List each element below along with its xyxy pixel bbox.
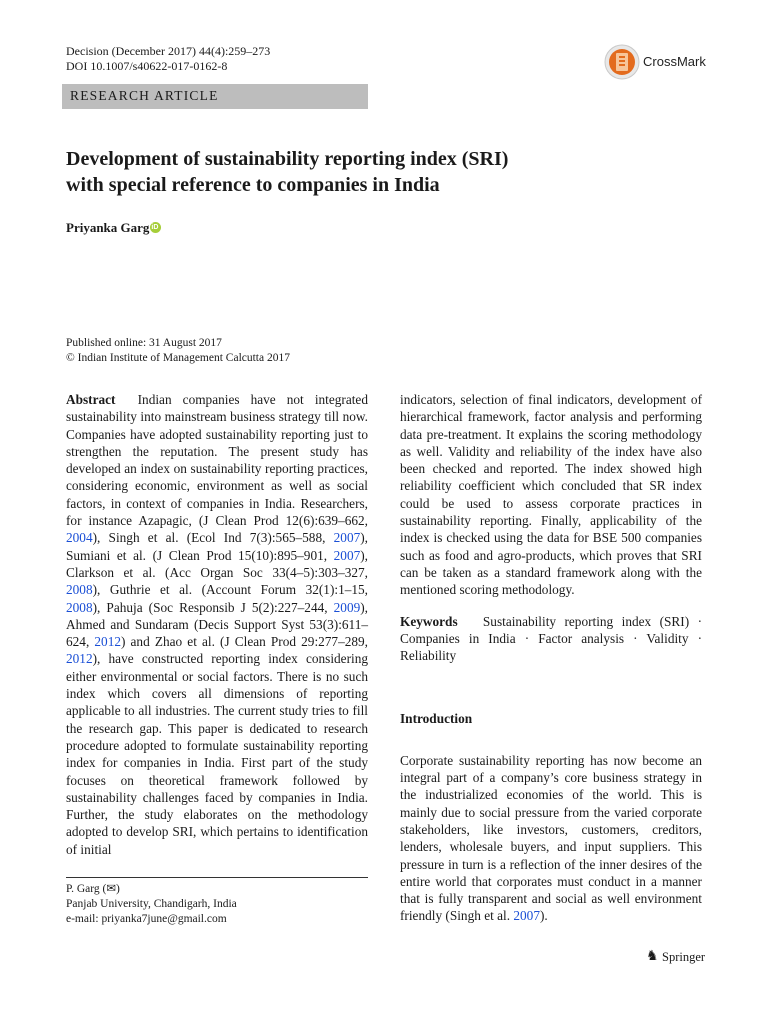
abstract-text: ), Sumiani et al. (J Clean Prod 15(10):895–901, <box>66 530 368 563</box>
abstract-text: Indian companies have not integrated sustainability into mainstream business strategy till now. Companies have adopted sustainability reporting just to strengthen the reputation. The present study has developed an index on sustainability reporting practices, considering economic, environment as well as social factors, in context of companies in India. Researchers, for instance Azapagic, (J Clean Prod 12(6):639–662, <box>66 392 368 529</box>
keywords-text: Sustainability reporting index (SRI) · Companies in India · Factor analysis · Validity · Reliability <box>400 613 702 664</box>
citation-link[interactable]: 2008 <box>66 599 93 615</box>
keywords-label: Keywords <box>400 613 458 629</box>
author-line <box>66 220 161 236</box>
citation-link[interactable]: 2012 <box>66 651 93 667</box>
footnote-affiliation: Panjab University, Chandigarh, India <box>66 898 237 910</box>
introduction-text: Corporate sustainability reporting has now become an integral part of a company’s core business strategy in the industrialized economies of the world. This is mainly due to social pressure from the varied corporate stakeholders, like investors, customers, creditors, lenders, wholesale buyers, and input suppliers. This pressure in turn is a reflection of the inner desires of the entire world that corporates must conduct in a manner that is fully transparent and social as well environment friendly (Singh et al. <box>400 752 702 924</box>
title-line-2: with special reference to companies in India <box>66 174 440 196</box>
abstract-text: ), Clarkson et al. (Acc Organ Soc 33(4–5):303–327, <box>66 547 368 580</box>
citation-link[interactable]: 2004 <box>66 530 93 546</box>
abstract-text: ), Guthrie et al. (Account Forum 32(1):1–15, <box>92 582 368 598</box>
abstract-text: ), have constructed reporting index considering either environmental or social factors. There is no such index which covers all dimensions of reporting applicable to all industries. The current study tries to fill the research gap. This paper is dedicated to research procedure adopted to formulate sustainability reporting index for companies in India. First part of the study focuses on theoretical framework followed by sustainability challenges faced by companies in India. Further, the study elaborates on the methodology adopted to develop SRI, which pertains to identification of initial <box>66 651 368 857</box>
left-column <box>66 391 368 858</box>
article-type-banner <box>62 84 368 109</box>
journal-meta <box>66 44 270 74</box>
springer-horse-icon: ♞ <box>646 949 659 964</box>
publication-info <box>66 336 290 366</box>
footnote-author: P. Garg (✉) <box>66 883 120 895</box>
crossmark-badge[interactable] <box>604 44 714 80</box>
introduction-text: ). <box>539 908 548 924</box>
citation-link[interactable]: 2008 <box>66 582 93 598</box>
abstract-continued: indicators, selection of final indicators, development of hierarchical framework, factor analysis and performing data pre-treatment. It explains the scoring methodology as well. Validity and reliability of the index have also been checked and reported. The index showed high reliability coefficient which concluded that SR index could be used to assess corporate practices in sustainability reporting. Finally, applicability of the index is checked using the data for BSE 500 companies such as food and agro-products, which proves that SRI can be taken as a standard framework along with the mentioned scoring methodology. <box>400 392 702 598</box>
doi[interactable]: DOI 10.1007/s40622-017-0162-8 <box>66 59 228 73</box>
introduction-paragraph <box>400 752 702 925</box>
title-line-1: Development of sustainability reporting index (SRI) <box>66 148 509 170</box>
crossmark-label: CrossMark <box>643 54 706 69</box>
journal-citation: Decision (December 2017) 44(4):259–273 <box>66 44 271 58</box>
crossmark-icon <box>604 44 640 80</box>
abstract-text: ), Ahmed and Sundaram (Decis Support Syst 53(3):611–624, <box>66 599 368 650</box>
citation-link[interactable]: 2007 <box>333 530 361 546</box>
keywords <box>400 613 702 665</box>
orcid-icon[interactable] <box>150 222 161 233</box>
footnote-divider <box>66 877 368 878</box>
abstract-text: ), Pahuja (Soc Responsib J 5(2):227–244, <box>92 599 334 615</box>
abstract <box>66 391 368 858</box>
citation-link[interactable]: 2009 <box>333 599 361 615</box>
citation-link[interactable]: 2007 <box>333 547 361 563</box>
publisher-name: Springer <box>662 950 706 964</box>
author-footnote <box>66 882 237 927</box>
abstract-text: ), Singh et al. (Ecol Ind 7(3):565–588, <box>92 530 334 546</box>
copyright: © Indian Institute of Management Calcutta 2017 <box>66 352 290 364</box>
published-date: Published online: 31 August 2017 <box>66 337 222 349</box>
right-column <box>400 391 702 925</box>
abstract-text: ) and Zhao et al. (J Clean Prod 29:277–289, <box>120 634 368 650</box>
article-title <box>66 146 686 198</box>
footnote-email[interactable]: e-mail: priyanka7june@gmail.com <box>66 913 227 925</box>
article-type: RESEARCH ARTICLE <box>70 88 219 103</box>
citation-link[interactable]: 2012 <box>94 634 121 650</box>
introduction-heading: Introduction <box>400 711 473 727</box>
author-name[interactable]: Priyanka Garg <box>66 220 150 235</box>
citation-link[interactable]: 2007 <box>513 908 540 924</box>
abstract-label: Abstract <box>66 392 116 407</box>
